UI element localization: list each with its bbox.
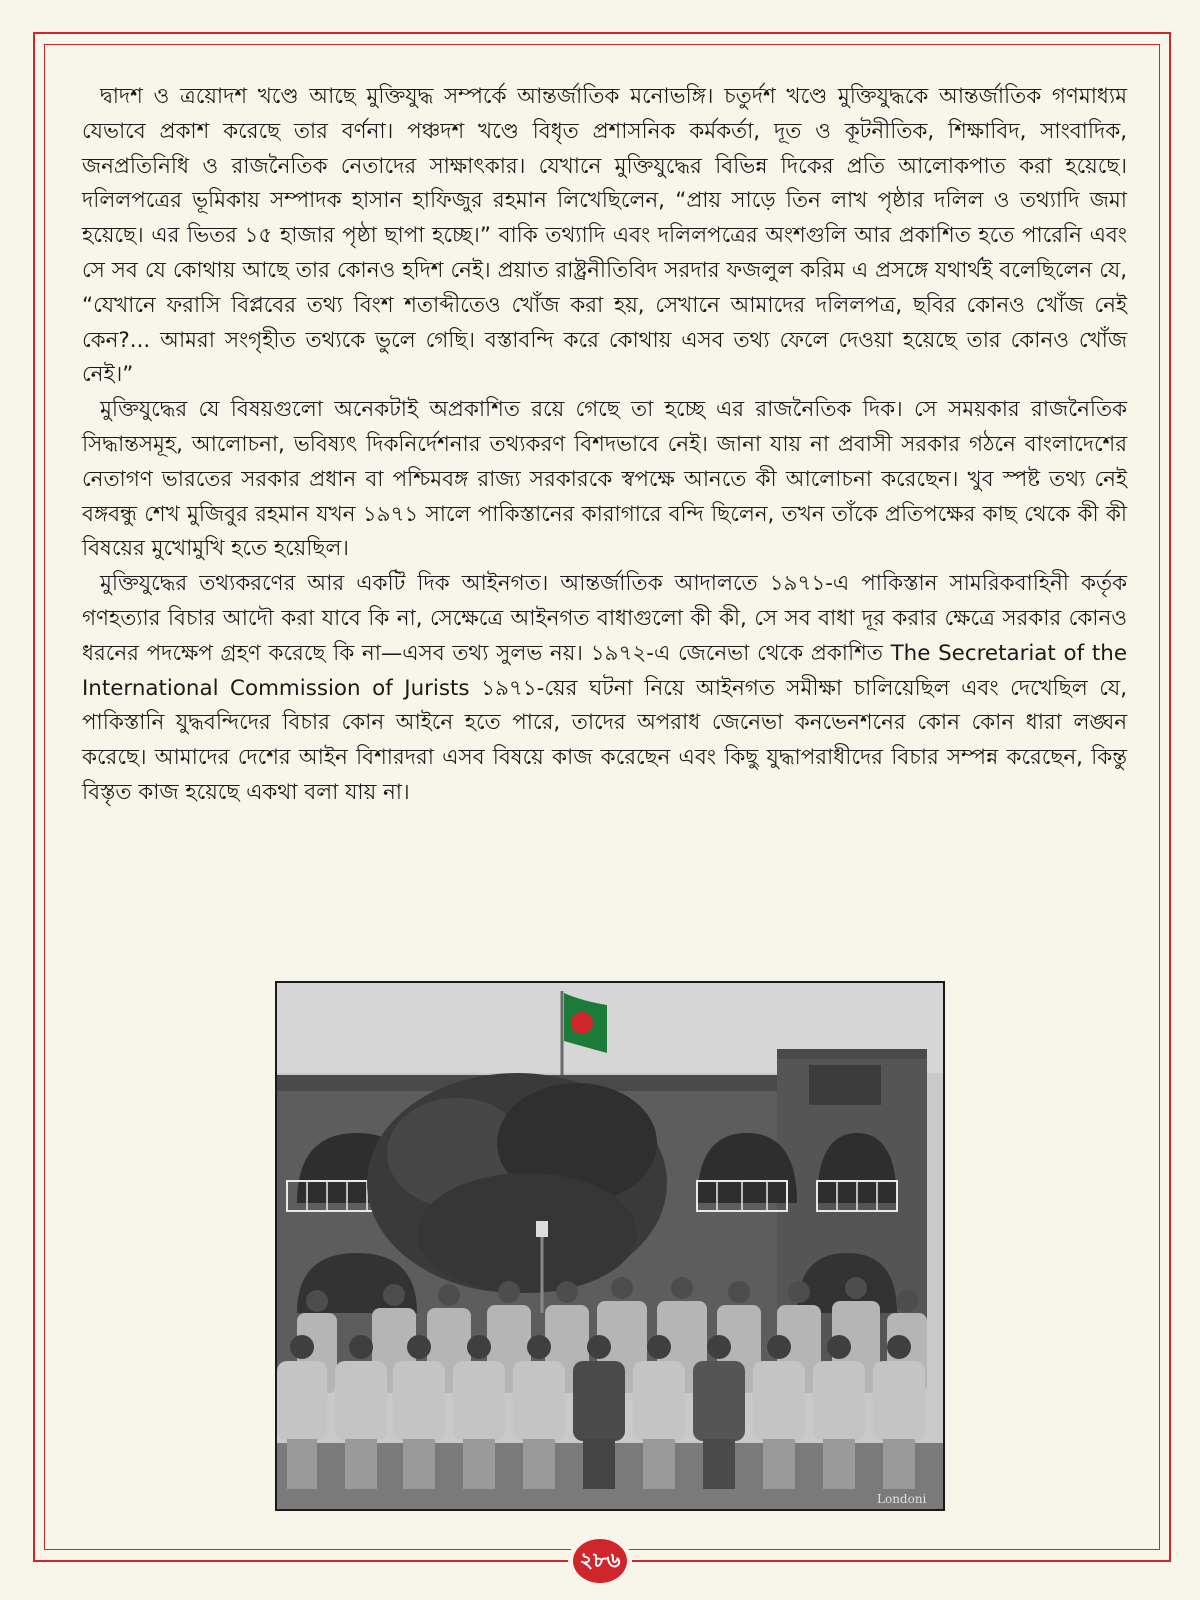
paragraph-3: মুক্তিযুদ্ধের তথ্যকরণের আর একটি দিক আইনগত। আন্তর্জাতিক আদালতে ১৯৭১-এ পাকিস্তান সামরিকবাহিনী কর্তৃক গণহত্যার বিচার আদৌ করা যাবে কি না, সেক্ষেত্রে আইনগত বাধাগুলো কী কী, সে সব বাধা দূর করার ক্ষেত্রে সরকার কোনও ধরনের পদক্ষেপ গ্রহণ করেছে কি না—এসব তথ্য সুলভ নয়। ১৯৭২-এ জেনেভা থেকে প্রকাশিত The Secretariat of the International Commission of Jurists ১৯৭১-য়ের ঘটনা নিয়ে আইনগত সমীক্ষা চালিয়েছিল এবং দেখেছিল যে, পাকিস্তানি যুদ্ধবন্দিদের বিচার কোন আইনে হতে পারে, তাদের অপরাধ জেনেভা কনভেনশনের কোন কোন ধারা লঙ্ঘন করেছে। আমাদের দেশের আইন বিশারদরা এসব বিষয়ে কাজ করেছেন এবং কিছু যুদ্ধাপরাধীদের বিচার সম্পন্ন করেছেন, কিন্তু বিস্তৃত কাজ হয়েছে একথা বলা যায় না। xyxy=(82,571,1127,805)
photo-watermark: Londoni xyxy=(877,1492,927,1506)
page-number-badge xyxy=(573,1539,627,1583)
paragraph-1: দ্বাদশ ও ত্রয়োদশ খণ্ডে আছে মুক্তিযুদ্ধ সম্পর্কে আন্তর্জাতিক মনোভঙ্গি। চতুর্দশ খণ্ডে মুক্তিযুদ্ধকে আন্তর্জাতিক গণমাধ্যম যেভাবে প্রকাশ করেছে তার বর্ণনা। পঞ্চদশ খণ্ডে বিধৃত প্রশাসনিক কর্মকর্তা, দূত ও কূটনীতিক, শিক্ষাবিদ, সাংবাদিক, জনপ্রতিনিধি ও রাজনৈতিক নেতাদের সাক্ষাৎকার। যেখানে মুক্তিযুদ্ধের বিভিন্ন দিকের প্রতি আলোকপাত করা হয়েছে। দলিলপত্রের ভূমিকায় সম্পাদক হাসান হাফিজুর রহমান লিখেছিলেন, “প্রায় সাড়ে তিন লাখ পৃষ্ঠার দলিল ও তথ্যাদি জমা হয়েছে। এর ভিতর ১৫ হাজার পৃষ্ঠা ছাপা হচ্ছে।” বাকি তথ্যাদি এবং দলিলপত্রের অংশগুলি আর প্রকাশিত হতে পারেনি এবং সে সব যে কোথায় আছে তার কোনও হদিশ নেই। প্রয়াত রাষ্ট্রনীতিবিদ সরদার ফজলুল করিম এ প্রসঙ্গে যথার্থই বলেছিলেন যে, “যেখানে ফরাসি বিপ্লবের তথ্য বিংশ শতাব্দীতেও খোঁজ করা হয়, সেখানে আমাদের দলিলপত্র, ছবির কোনও খোঁজ নেই কেন?... আমরা সংগৃহীত তথ্যকে ভুলে গেছি। বস্তাবন্দি করে কোথায় এসব তথ্য ফেলে দেওয়া হয়েছে তার কোনও খোঁজ নেই।” xyxy=(82,84,1127,388)
historical-group-photo xyxy=(275,981,945,1511)
paragraph-2: মুক্তিযুদ্ধের যে বিষয়গুলো অনেকটাই অপ্রকাশিত রয়ে গেছে তা হচ্ছে এর রাজনৈতিক দিক। সে সময়কার রাজনৈতিক সিদ্ধান্তসমূহ, আলোচনা, ভবিষ্যৎ দিকনির্দেশনার তথ্যকরণ বিশদভাবে নেই। জানা যায় না প্রবাসী সরকার গঠনে বাংলাদেশের নেতাগণ ভারতের সরকার প্রধান বা পশ্চিমবঙ্গ রাজ্য সরকারকে স্বপক্ষে আনতে কী আলোচনা করেছেন। খুব স্পষ্ট তথ্য নেই বঙ্গবন্ধু শেখ মুজিবুর রহমান যখন ১৯৭১ সালে পাকিস্তানের কারাগারে বন্দি ছিলেন, তখন তাঁকে প্রতিপক্ষের কাছ থেকে কী কী বিষয়ের মুখোমুখি হতে হয়েছিল। xyxy=(82,397,1127,562)
article-body xyxy=(82,80,1127,811)
page-number: ২৮৬ xyxy=(579,1547,621,1572)
